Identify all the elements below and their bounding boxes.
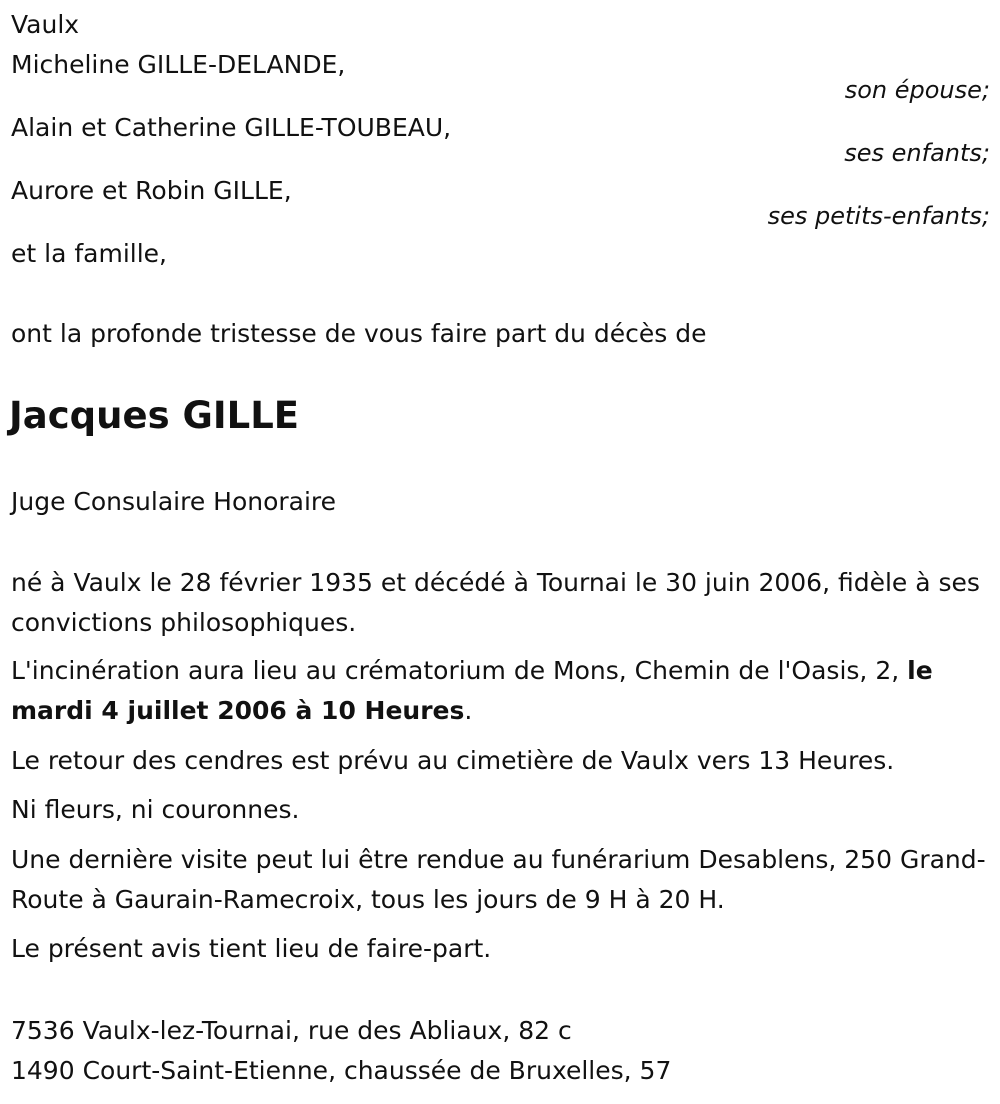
deceased-name: Jacques GILLE <box>9 394 300 437</box>
family-member-name: Alain et Catherine GILLE-TOUBEAU, <box>11 113 452 142</box>
address-line: 7536 Vaulx-lez-Tournai, rue des Abliaux, 82 c <box>11 1016 572 1045</box>
visit-paragraph: Une dernière visite peut lui être rendue au funérarium Desablens, 250 Grand-Route à Gaurain-Ramecroix, tous les jours de 9 H à 20 H. <box>11 845 986 914</box>
family-member-name: et la famille, <box>11 239 167 268</box>
incineration-text: L'incinération aura lieu au crématorium de Mons, Chemin de l'Oasis, 2, <box>11 656 908 685</box>
family-member-name: Micheline GILLE-DELANDE, <box>11 50 346 79</box>
ashes-paragraph: Le retour des cendres est prévu au cimetière de Vaulx vers 13 Heures. <box>11 746 895 775</box>
incineration-end: . <box>464 696 473 725</box>
family-member-role: ses petits-enfants; <box>767 202 990 230</box>
family-member-role: son épouse; <box>844 76 990 104</box>
family-member-role: ses enfants; <box>844 139 990 167</box>
flowers-paragraph: Ni fleurs, ni couronnes. <box>11 795 300 824</box>
family-member-name: Aurore et Robin GILLE, <box>11 176 292 205</box>
birth-death-paragraph: né à Vaulx le 28 février 1935 et décédé à Tournai le 30 juin 2006, fidèle à ses convictions philosophiques. <box>11 568 980 637</box>
deceased-title: Juge Consulaire Honoraire <box>11 487 337 516</box>
notice-paragraph: Le présent avis tient lieu de faire-part. <box>11 934 492 963</box>
address-line: 1490 Court-Saint-Etienne, chaussée de Bruxelles, 57 <box>11 1056 672 1085</box>
incineration-paragraph <box>11 651 991 731</box>
incineration-date: le mardi 4 juillet 2006 à 10 Heures <box>11 656 933 725</box>
place-heading: Vaulx <box>11 10 80 39</box>
announcement-text: ont la profonde tristesse de vous faire part du décès de <box>11 319 707 348</box>
